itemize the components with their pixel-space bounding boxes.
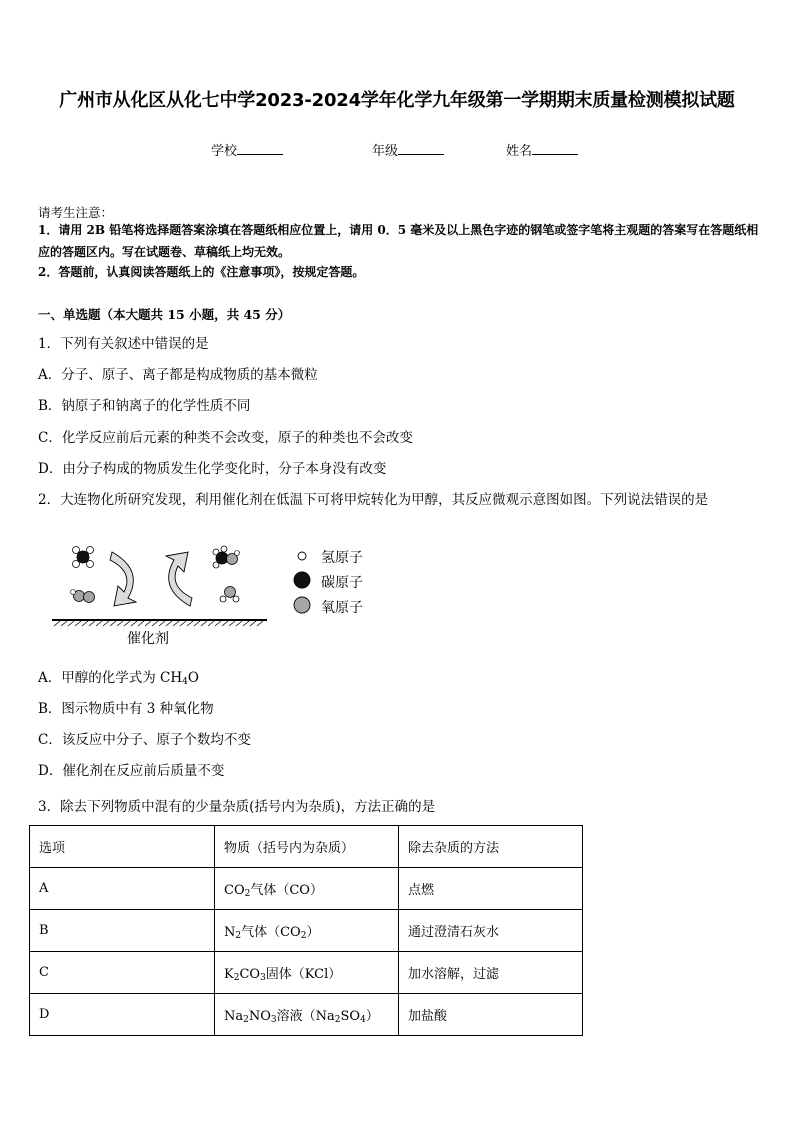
row-substance: $Na_2NO_3$溶液$(Na_2SO_4)$ — [215, 994, 399, 1036]
grade-blank — [398, 142, 444, 155]
school-label: 学校 — [211, 144, 238, 159]
header-method: 除去杂质的方法 — [399, 826, 583, 868]
legend-carbon-icon — [294, 572, 310, 588]
name-blank — [532, 142, 578, 155]
legend-oxygen-label: 氧原子 — [321, 600, 363, 616]
header-option: 选项 — [30, 826, 215, 868]
row-option: D — [30, 994, 215, 1036]
table-row — [30, 952, 583, 994]
q2-option-d: D．催化剂在反应前后质量不变 — [38, 763, 225, 779]
page-title: 广州市从化区从化七中学2023-2024学年化学九年级第一学期期末质量检测模拟试题 — [59, 90, 735, 111]
name-field — [506, 140, 578, 159]
q1-option-d: D．由分子构成的物质发生化学变化时，分子本身没有改变 — [38, 461, 387, 477]
table-row — [30, 994, 583, 1036]
section-heading: 一、单选题（本大题共 15 小题，共 45 分） — [38, 307, 291, 322]
molecule-methane — [73, 547, 94, 568]
q1-option-c: C．化学反应前后元素的种类不会改变，原子的种类也不会改变 — [38, 430, 413, 446]
notice-heading: 请考生注意： — [38, 205, 114, 220]
header-substance: 物质（括号内为杂质） — [215, 826, 399, 868]
q2-stem: 2．大连物化所研究发现，利用催化剂在低温下可将甲烷转化为甲醇，其反应微观示意图如图。下列说法错误的是 — [38, 492, 709, 508]
q2-option-b: B．图示物质中有 3 种氧化物 — [38, 701, 214, 717]
curved-arrow-right-icon — [166, 552, 192, 606]
notice-item-1: 1．请用 2B 铅笔将选择题答案涂填在答题纸相应位置上，请用 0．5 毫米及以上黑色字迹的钢笔或签字笔将主观题的答案写在答题纸相应的答题区内。写在试题卷、草稿纸上均无效。 — [38, 223, 759, 259]
row-method: 加盐酸 — [399, 994, 583, 1036]
q3-stem: 3．除去下列物质中混有的少量杂质(括号内为杂质)，方法正确的是 — [38, 799, 436, 815]
row-substance: $K_2CO_3$固体（KCl） — [215, 952, 399, 994]
row-option: C — [30, 952, 215, 994]
row-substance: $N_2$气体$(CO_2)$ — [215, 910, 399, 952]
notice-item-2: 2．答题前，认真阅读答题纸上的《注意事项》，按规定答题。 — [38, 265, 365, 279]
row-method: 通过澄清石灰水 — [399, 910, 583, 952]
catalyst-label: 催化剂 — [127, 631, 169, 647]
table-header-row — [30, 826, 583, 868]
q1-option-a: A．分子、原子、离子都是构成物质的基本微粒 — [38, 367, 318, 383]
q2-option-c: C．该反应中分子、原子个数均不变 — [38, 732, 251, 748]
q2-option-a: A．甲醇的化学式为 $CH_4O$ — [38, 670, 199, 687]
legend — [294, 552, 310, 613]
grade-label: 年级 — [372, 144, 399, 159]
row-option: B — [30, 910, 215, 952]
school-blank — [237, 142, 283, 155]
curved-arrow-left-icon — [110, 552, 136, 606]
table-row — [30, 868, 583, 910]
legend-oxygen-icon — [294, 597, 310, 613]
q3-table — [29, 825, 583, 1036]
molecule-oxygen — [71, 590, 95, 603]
table-row — [30, 910, 583, 952]
molecule-water — [220, 587, 239, 603]
grade-field — [372, 140, 444, 159]
legend-hydrogen-label: 氢原子 — [321, 550, 363, 566]
molecule-methanol — [213, 546, 240, 568]
row-option: A — [30, 868, 215, 910]
row-substance: $CO_2$气体（CO） — [215, 868, 399, 910]
q1-stem: 1．下列有关叙述中错误的是 — [38, 336, 209, 352]
legend-hydrogen-icon — [298, 552, 306, 560]
q1-option-b: B．钠原子和钠离子的化学性质不同 — [38, 398, 251, 414]
row-method: 点燃 — [399, 868, 583, 910]
school-field — [211, 140, 283, 159]
row-method: 加水溶解，过滤 — [399, 952, 583, 994]
catalyst-surface — [52, 620, 267, 626]
name-label: 姓名 — [506, 144, 533, 159]
legend-carbon-label: 碳原子 — [321, 575, 363, 591]
